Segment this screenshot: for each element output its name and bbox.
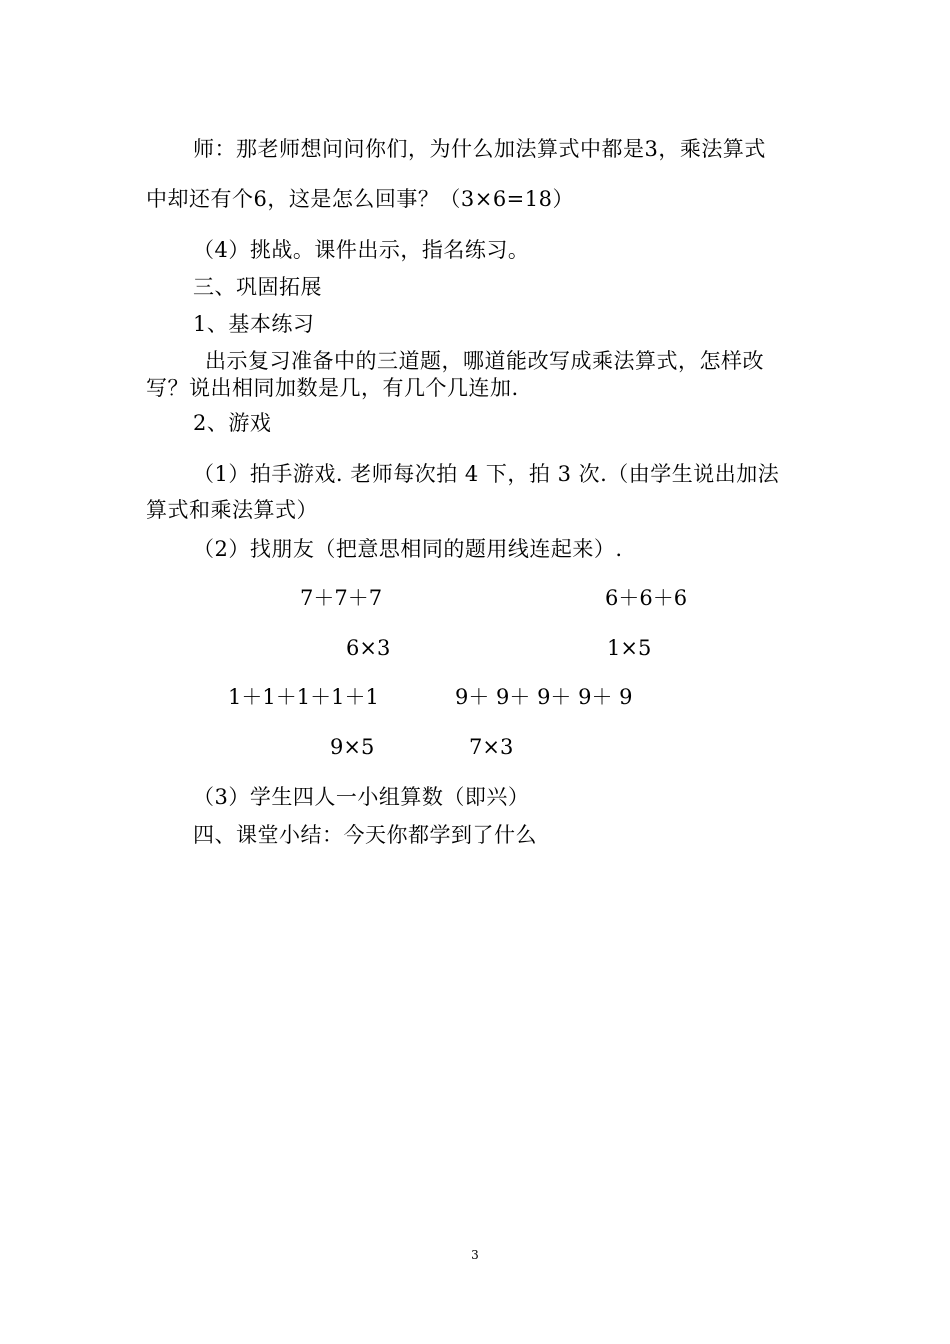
paragraph-find-friends: （2）找朋友（把意思相同的题用线连起来）. (193, 537, 623, 561)
paragraph-clap-game-line2: 算式和乘法算式） (146, 498, 318, 522)
paragraph-review-line2: 写？说出相同加数是几，有几个几连加. (146, 376, 519, 400)
matching-item: 6×3 (346, 636, 391, 660)
matching-item: 9×5 (330, 735, 375, 759)
matching-item: 7×3 (469, 735, 514, 759)
matching-item: 6＋6＋6 (605, 586, 688, 610)
paragraph-teacher-question-line2: 中却还有个6，这是怎么回事？（3×6=18） (146, 187, 574, 211)
paragraph-teacher-question-line1: 师：那老师想问问你们，为什么加法算式中都是3，乘法算式 (193, 137, 766, 161)
matching-item: 7＋7＋7 (300, 586, 383, 610)
paragraph-review-line1: 出示复习准备中的三道题，哪道能改写成乘法算式，怎样改 (205, 349, 764, 373)
section-heading-summary: 四、课堂小结：今天你都学到了什么 (193, 823, 537, 847)
paragraph-challenge: （4）挑战。课件出示，指名练习。 (193, 238, 530, 262)
subheading-game: 2、游戏 (193, 411, 272, 435)
paragraph-group-calc: （3）学生四人一小组算数（即兴） (193, 785, 530, 809)
matching-item: 9＋ 9＋ 9＋ 9＋ 9 (455, 685, 633, 709)
subheading-basic-practice: 1、基本练习 (193, 312, 315, 336)
matching-item: 1＋1＋1＋1＋1 (228, 685, 379, 709)
matching-item: 1×5 (607, 636, 652, 660)
section-heading-consolidate: 三、巩固拓展 (193, 275, 322, 299)
page-number: 3 (471, 1248, 479, 1262)
paragraph-clap-game-line1: （1）拍手游戏. 老师每次拍 4 下，拍 3 次.（由学生说出加法 (193, 462, 780, 486)
